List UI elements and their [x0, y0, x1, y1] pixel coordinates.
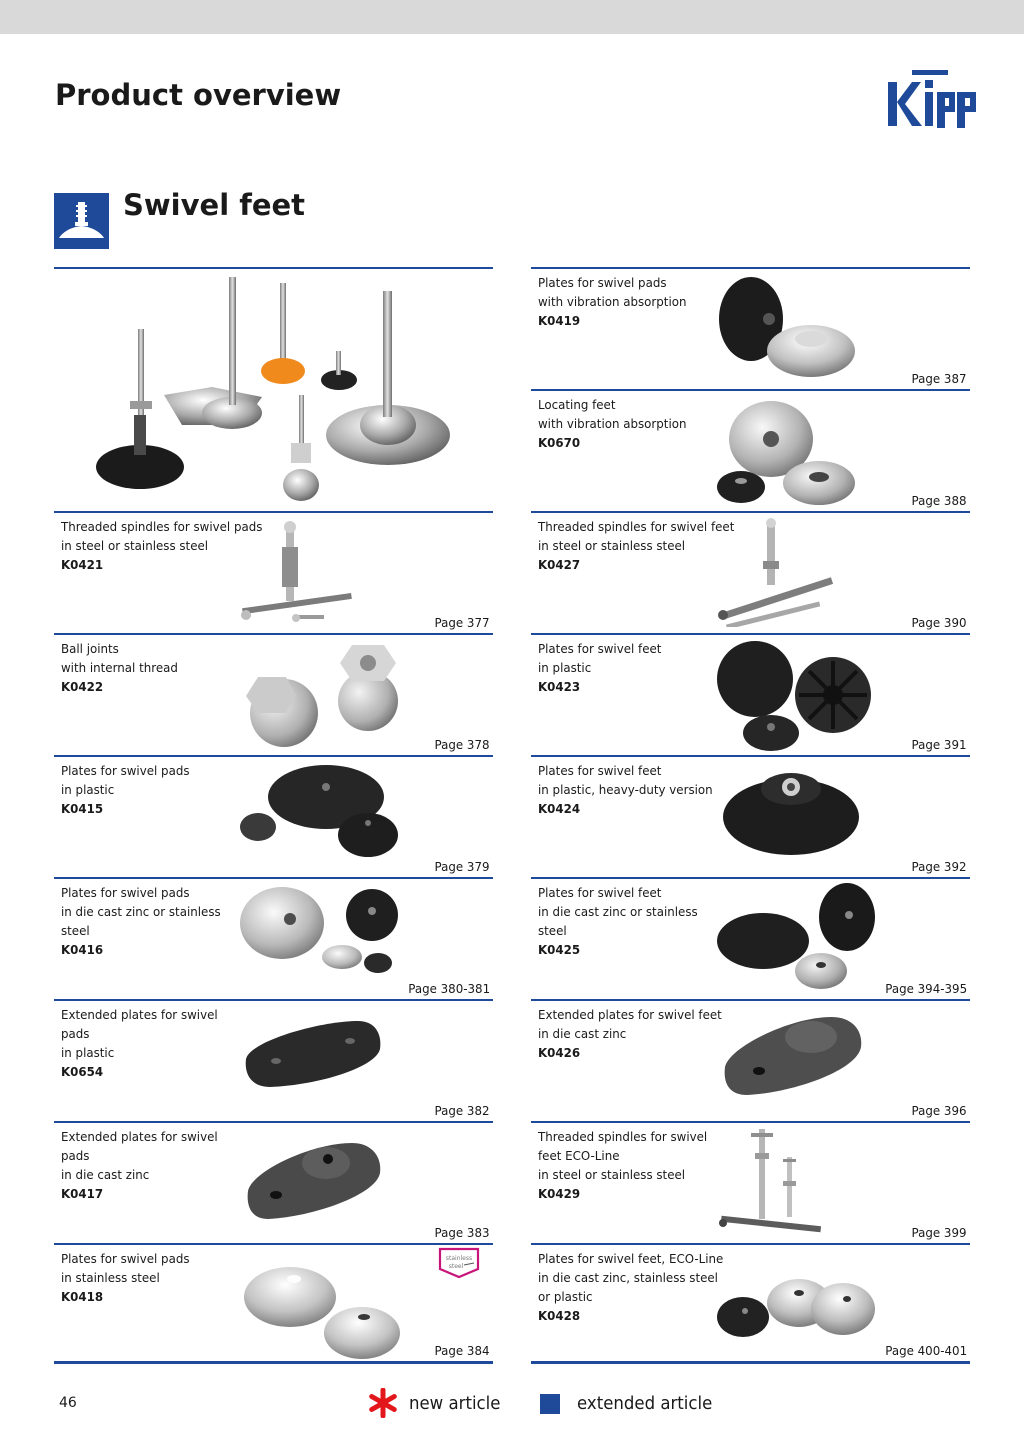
page-title: Product overview — [55, 78, 342, 112]
die-cast-swivel-pad-image — [238, 883, 408, 983]
product-cell-k0422[interactable] — [54, 633, 493, 755]
swivel-foot-icon — [54, 193, 109, 249]
product-line: Threaded spindles for swivel feet — [538, 519, 735, 534]
product-line: in die cast zinc or stainless — [538, 904, 698, 919]
product-line: pads — [61, 1148, 90, 1163]
page-reference[interactable]: Page 399 — [911, 1225, 967, 1240]
product-code: K0427 — [538, 557, 581, 572]
page-reference[interactable]: Page 387 — [911, 371, 967, 386]
page-reference[interactable]: Page 377 — [434, 615, 490, 630]
product-code: K0421 — [61, 557, 104, 572]
product-code: K0429 — [538, 1186, 581, 1201]
page-reference[interactable]: Page 379 — [434, 859, 490, 874]
product-cell-k0421[interactable] — [54, 511, 493, 633]
red-star-icon — [368, 1388, 398, 1418]
locating-feet-image — [715, 397, 859, 509]
product-line: steel — [61, 923, 90, 938]
page-reference[interactable]: Page 378 — [434, 737, 490, 752]
extended-die-cast-feet-plate-image — [719, 1009, 867, 1099]
stainless-steel-pad-image — [242, 1263, 406, 1361]
product-cell-k0419[interactable] — [531, 267, 970, 389]
product-cell-k0417[interactable] — [54, 1121, 493, 1243]
badge-line: steel — [448, 1263, 464, 1270]
product-cell-k0416[interactable] — [54, 877, 493, 999]
product-line: Extended plates for swivel feet — [538, 1007, 722, 1022]
product-code: K0670 — [538, 435, 581, 450]
right-column-bottom-rule — [531, 1361, 970, 1364]
top-bar — [0, 0, 1024, 34]
product-cell-k0654[interactable] — [54, 999, 493, 1121]
product-line: in stainless steel — [61, 1270, 160, 1285]
product-cell-k0415[interactable] — [54, 755, 493, 877]
blue-square-icon — [540, 1394, 560, 1414]
product-line: in plastic — [61, 782, 115, 797]
stainless-steel-badge-icon — [438, 1247, 480, 1279]
product-line: Plates for swivel feet, ECO-Line — [538, 1251, 724, 1266]
product-cell-k0424[interactable] — [531, 755, 970, 877]
badge-line: stainless — [445, 1255, 473, 1262]
product-line: in die cast zinc or stainless — [61, 904, 221, 919]
product-line: in plastic — [538, 660, 592, 675]
product-line: in steel or stainless steel — [61, 538, 209, 553]
product-cell-k0428[interactable] — [531, 1243, 970, 1361]
product-line: or plastic — [538, 1289, 593, 1304]
product-code: K0425 — [538, 942, 581, 957]
page-reference[interactable]: Page 394-395 — [885, 981, 967, 996]
section-title: Swivel feet — [123, 188, 306, 222]
product-line: Plates for swivel pads — [61, 1251, 190, 1266]
product-line: feet ECO-Line — [538, 1148, 620, 1163]
page-reference[interactable]: Page 392 — [911, 859, 967, 874]
product-code: K0426 — [538, 1045, 581, 1060]
die-cast-swivel-feet-plate-image — [715, 883, 879, 997]
product-code: K0424 — [538, 801, 581, 816]
product-line: pads — [61, 1026, 90, 1041]
eco-line-plate-image — [715, 1275, 879, 1341]
product-line: steel — [538, 923, 567, 938]
swivel-feet-assortment-image — [92, 275, 462, 507]
product-line: Plates for swivel pads — [61, 885, 190, 900]
extended-article-label: extended article — [577, 1393, 713, 1414]
kipp-logo — [886, 62, 978, 130]
page-reference[interactable]: Page 388 — [911, 493, 967, 508]
product-line: with vibration absorption — [538, 416, 687, 431]
product-line: Plates for swivel pads — [61, 763, 190, 778]
product-cell-k0670[interactable] — [531, 389, 970, 511]
product-cell-k0425[interactable] — [531, 877, 970, 999]
product-line: with vibration absorption — [538, 294, 687, 309]
plastic-swivel-feet-plate-image — [715, 639, 875, 753]
page-reference[interactable]: Page 383 — [434, 1225, 490, 1240]
product-line: in steel or stainless steel — [538, 538, 686, 553]
product-code: K0418 — [61, 1289, 104, 1304]
threaded-spindle-image — [234, 519, 364, 631]
threaded-spindle-feet-image — [715, 517, 841, 627]
product-code: K0423 — [538, 679, 581, 694]
product-cell-k0429[interactable] — [531, 1121, 970, 1243]
new-article-label: new article — [409, 1393, 501, 1414]
eco-line-spindle-image — [717, 1125, 827, 1241]
product-cell-k0418[interactable] — [54, 1243, 493, 1361]
product-code: K0419 — [538, 313, 581, 328]
product-line: in die cast zinc, stainless steel — [538, 1270, 718, 1285]
product-code: K0416 — [61, 942, 104, 957]
product-line: with internal thread — [61, 660, 178, 675]
page-reference[interactable]: Page 382 — [434, 1103, 490, 1118]
product-line: Extended plates for swivel — [61, 1129, 218, 1144]
product-line: in die cast zinc — [61, 1167, 150, 1182]
product-line: Plates for swivel pads — [538, 275, 667, 290]
product-line: in die cast zinc — [538, 1026, 627, 1041]
vibration-absorption-pad-image — [715, 275, 857, 387]
page-reference[interactable]: Page 396 — [911, 1103, 967, 1118]
product-code: K0415 — [61, 801, 104, 816]
page-reference[interactable]: Page 391 — [911, 737, 967, 752]
plastic-swivel-pad-image — [238, 763, 408, 867]
product-line: Threaded spindles for swivel pads — [61, 519, 263, 534]
page-reference[interactable]: Page 400-401 — [885, 1343, 967, 1358]
product-line: Threaded spindles for swivel — [538, 1129, 708, 1144]
page-reference[interactable]: Page 390 — [911, 615, 967, 630]
product-line: in plastic, heavy-duty version — [538, 782, 713, 797]
product-code: K0417 — [61, 1186, 104, 1201]
product-line: in steel or stainless steel — [538, 1167, 686, 1182]
product-line: Ball joints — [61, 641, 119, 656]
page-reference[interactable]: Page 380-381 — [408, 981, 490, 996]
product-code: K0422 — [61, 679, 104, 694]
product-line: Locating feet — [538, 397, 616, 412]
extended-plastic-plate-image — [240, 1015, 386, 1095]
page-number: 46 — [59, 1395, 77, 1411]
product-cell-k0427[interactable] — [531, 511, 970, 633]
product-code: K0428 — [538, 1308, 581, 1323]
product-line: Plates for swivel feet — [538, 641, 662, 656]
product-line: Plates for swivel feet — [538, 763, 662, 778]
product-cell-k0423[interactable] — [531, 633, 970, 755]
ball-joint-image — [236, 641, 406, 751]
left-column-bottom-rule — [54, 1361, 493, 1364]
product-line: Plates for swivel feet — [538, 885, 662, 900]
product-line: Extended plates for swivel — [61, 1007, 218, 1022]
extended-die-cast-plate-image — [242, 1135, 386, 1225]
product-line: in plastic — [61, 1045, 115, 1060]
heavy-duty-plastic-plate-image — [721, 767, 863, 857]
page-reference[interactable]: Page 384 — [434, 1343, 490, 1358]
hero-image-cell — [54, 267, 493, 511]
product-cell-k0426[interactable] — [531, 999, 970, 1121]
product-code: K0654 — [61, 1064, 104, 1079]
